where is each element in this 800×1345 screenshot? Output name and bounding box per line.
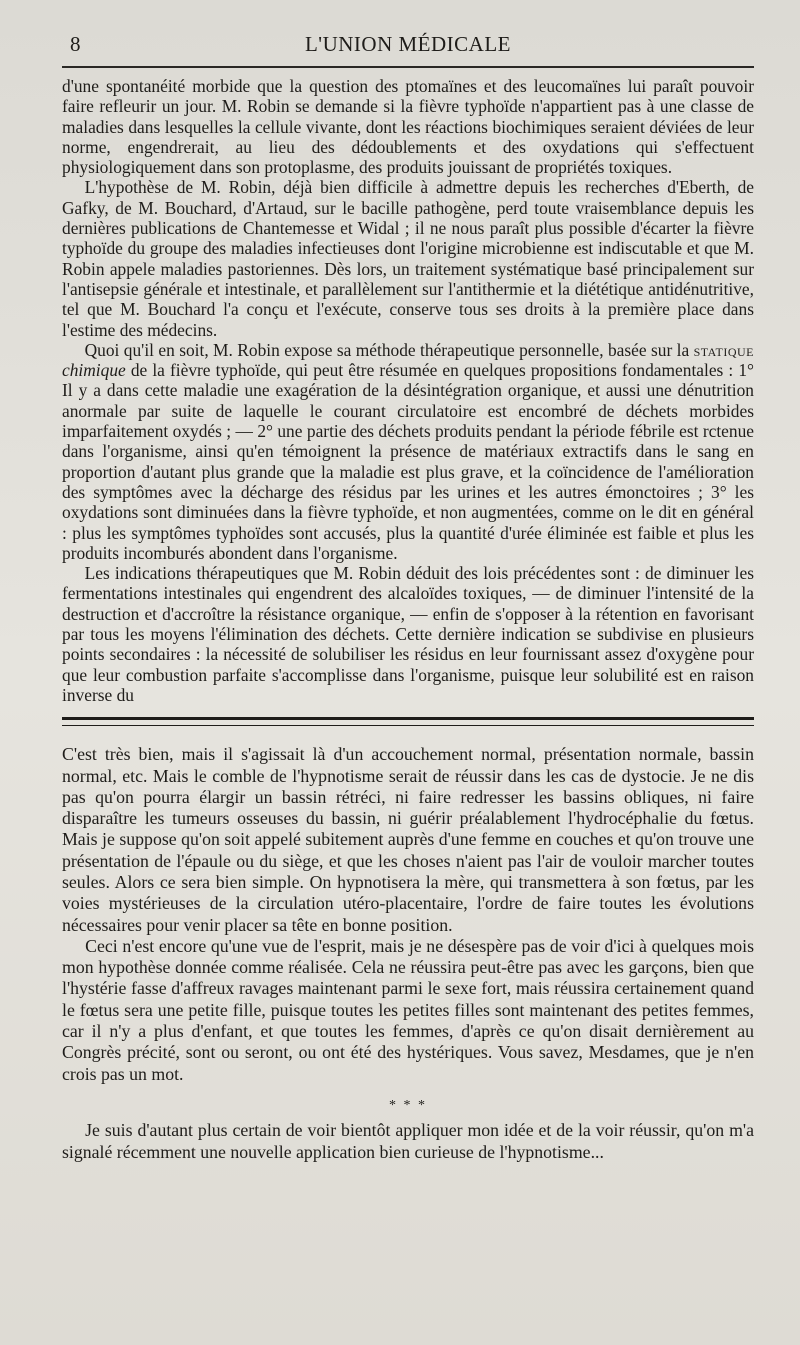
journal-title: L'UNION MÉDICALE [304, 32, 511, 56]
main-article [62, 76, 754, 705]
running-head [62, 28, 754, 62]
header-rule [62, 66, 754, 68]
feuilleton-paragraph-3: Je suis d'autant plus certain de voir bientôt appliquer mon idée et de la voir réussir, qu'on m'a signalé récemment une nouvelle application bien curieuse de l'hypnotisme... [62, 1120, 754, 1162]
section-asterism: * * * [389, 1097, 427, 1113]
feuilleton-paragraph-1: C'est très bien, mais il s'agissait là d'un accouchement normal, présentation normale, bassin normal, etc. Mais le comble de l'hypnotisme serait de réussir dans les cas de dystocie. Je ne dis pas qu'on pourra élargir un bassin rétréci, ni faire redresser les bassins obliques, ni faire disparaître les tumeurs osseuses du bassin, ni guérir préalablement l'hydrocéphalie du fœtus. Mais je suppose qu'on soit appelé subitement auprès d'une femme en couches et qu'on trouve une présentation de l'épaule ou du siège, et que les choses n'aient pas l'air de vouloir marcher toutes seules. Alors ce sera bien simple. On hypnotisera la mère, qui transmettera à son fœtus, par les voies mystérieuses de la circulation utéro-placentaire, l'ordre de faire toutes les évolutions nécessaires pour venir placer sa tête en bonne position. [62, 744, 754, 935]
feuilleton-paragraph-2: Ceci n'est encore qu'une vue de l'esprit, mais je ne désespère pas de voir d'ici à quelques mois mon hypothèse donnée comme réalisée. Cela ne réussira peut-être pas avec les garçons, bien que l'hystérie fasse d'affreux ravages maintenant parmi le sexe fort, mais réussira certainement quand le fœtus sera une petite fille, puisque toutes les petites filles sont maintenant des petites femmes, car il n'y a plus d'enfant, et que toutes les femmes, d'après ce qu'on disait dernièrement au Congrès précité, sont ou seront, ou ont été des hystériques. Vous savez, Mesdames, que je n'en crois pas un mot. [62, 935, 754, 1084]
article-paragraph-3 [62, 340, 754, 563]
chimique-term: chimique [62, 360, 126, 381]
article-paragraph-1: d'une spontanéité morbide que la question des ptomaïnes et des leucomaïnes lui paraît pouvoir faire refleurir un jour. M. Robin se demande si la fièvre typhoïde n'appartient pas à une classe de maladies dans lesquelles la cellule vivante, dont les réactions biochimiques seraient déviées de leur norme, engendrerait, au lieu des dédoublements et des oxydations qui s'effectuent physiologiquement dans son protoplasme, des produits jouissant de propriétés toxiques. [62, 76, 754, 178]
article-paragraph-3-text-b: de la fièvre typhoïde, qui peut être résumée en quelques propositions fondamentales : 1° Il y a dans cette maladie une exagération de la désintégration organique, et aussi une dénutrition anormale par suite de laquelle le courant circulatoire est encombré de déchets morbides imparfaitement oxydés ; — 2° une partie des déchets produits pendant la période fébrile est rctenue dans l'organisme, ainsi qu'en témoignent la présence de matériaux extractifs dans le sang en proportion d'autant plus grande que la maladie est plus grave, et la coïncidence de l'amélioration des symptômes avec la décharge des résidus par les urines et les autres émonctoires ; 3° les oxydations sont diminuées dans la fièvre typhoïde, et non augmentées, comme on le dit en général : plus les symptômes typhoïdes sont accusés, plus la quantité d'urée éliminée est faible et plus les produits incomburés abondent dans l'organisme. [62, 360, 754, 563]
article-paragraph-3-text-a: Quoi qu'il en soit, M. Robin expose sa méthode thérapeutique personnelle, basée sur la [84, 339, 694, 360]
page-number: 8 [70, 32, 81, 56]
article-paragraph-2: L'hypothèse de M. Robin, déjà bien difficile à admettre depuis les recherches d'Eberth, de Gafky, de M. Bouchard, d'Artaud, sur le bacille pathogène, perd toute vraisemblance depuis les dernières publications de Chantemesse et Widal ; il ne nous paraît plus possible d'écarter la fièvre typhoïde du groupe des maladies infectieuses dont l'origine microbienne est indiscutable et que M. Robin appele maladies pastoriennes. Dès lors, un traitement systématique basé principalement sur l'antisepsie générale et intestinale, et parallèlement sur l'antithermie et la diététique antidénutritive, tel que M. Bouchard l'a conçu et l'exécute, conserve tous ses droits à la première place dans l'estime des médecins. [62, 177, 754, 340]
feuilleton-column [62, 744, 754, 1163]
article-paragraph-4: Les indications thérapeutiques que M. Robin déduit des lois précédentes sont : de diminuer les fermentations intestinales qui engendrent des alcaloïdes toxiques, — de diminuer l'intensité de la destruction et d'accroître la résistance organique, — enfin de s'opposer à la rétention en favorisant par tous les moyens l'élimination des déchets. Cette dernière indication se subdivise en plusieurs points secondaires : la nécessité de solubiliser les résidus en leur fournissant assez d'oxygène pour que leur combustion parfaite s'accomplisse dans l'organisme, puisque leur solubilité est en raison inverse du [62, 563, 754, 705]
statique-term: statique [693, 339, 754, 360]
feuilleton-separator [62, 717, 754, 726]
